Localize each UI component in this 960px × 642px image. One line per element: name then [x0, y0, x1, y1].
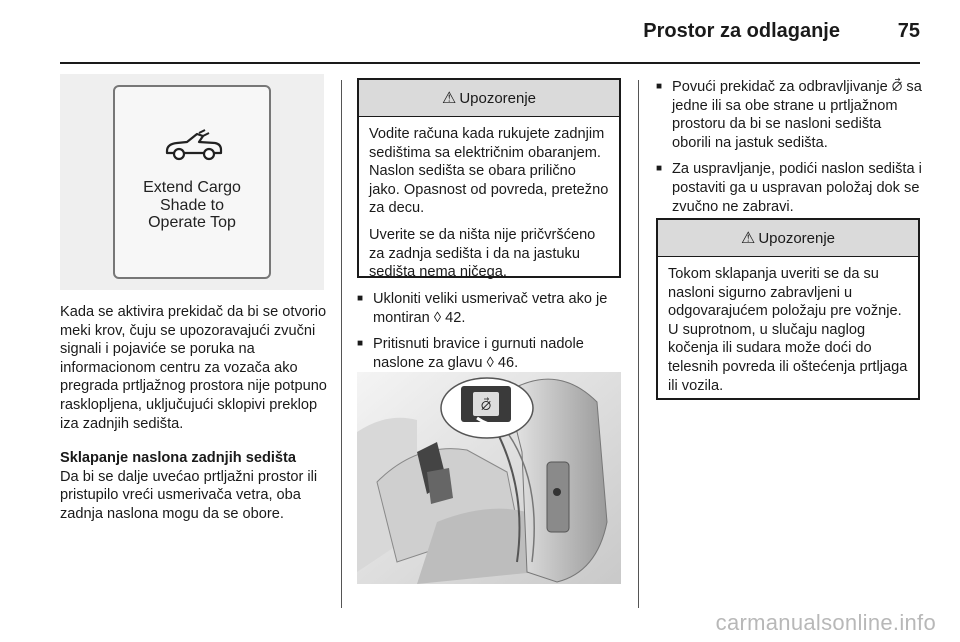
list-item: ■ Ukloniti veliki usmerivač vetra ako je montiran ◊ 42.	[357, 290, 625, 327]
display-line-1: Extend Cargo	[143, 179, 241, 196]
display-message	[115, 179, 269, 232]
middle-bullet-list	[357, 290, 625, 380]
svg-text:⦳: ⦳	[480, 398, 492, 414]
info-display-panel	[113, 85, 271, 279]
list-item: ■ Povući prekidač za odbravljivanje ⦳ sa jedne ili sa obe strane u prtljažnom prostoru da bi se nasloni sedišta oborili na jastuk sedišta.	[656, 78, 924, 152]
warning-paragraph-1: Tokom sklapanja uveriti se da su nasloni sigurno zabravljeni u odgovarajućem položaju pre vožnje. U suprotnom, u slučaju naglog kočenja ili sudara može doći do telesnih povreda ili oštećenja prtljaga ili vozila.	[668, 266, 908, 394]
trunk-illustration	[357, 372, 621, 584]
right-bullet-list	[656, 78, 924, 224]
section-paragraph: Da bi se dalje uvećao prtljažni prostor ili pristupilo vreći usmerivača vetra, oba zadnja naslona mogu da se obore.	[60, 468, 318, 522]
column-divider-right	[638, 80, 639, 608]
warning-box-1	[357, 78, 621, 281]
warning-triangle-icon: ⚠	[441, 90, 457, 107]
column-divider-left	[341, 80, 342, 608]
warning-header	[359, 80, 619, 117]
header-rule	[60, 62, 920, 64]
warning-box-2	[656, 218, 920, 400]
page-number: 75	[897, 20, 920, 42]
warning-paragraph-1: Vodite računa kada rukujete zadnjim sedištima sa električnim obaranjem. Naslon sedišta se obara prilično jako. Opasnost od povreda, pretežno za decu.	[369, 126, 609, 217]
page-header-title: Prostor za odlaganje	[643, 20, 840, 42]
convertible-car-icon	[163, 127, 225, 163]
display-line-2: Shade to	[159, 196, 225, 214]
intro-paragraph: Kada se aktivira prekidač da bi se otvorio meki krov, čuju se upozoravajući zvučni signali i pojaviće se poruka na informacionom centru za vozača ako pregrada prtljažnog prostora nije potpuno rasklopljena, uključujući sklopivi preklop iza zadnjih sedišta.	[60, 304, 327, 432]
list-item: ■ Za uspravljanje, podići naslon sedišta i postaviti ga u uspravan položaj dok se zvučno ne zabravi.	[656, 160, 924, 216]
watermark: carmanualsonline.info	[715, 610, 936, 635]
warning-title: Upozorenje	[459, 89, 537, 107]
left-column	[60, 303, 328, 524]
display-line-3: Operate Top	[148, 214, 236, 231]
list-item: ■ Pritisnuti bravice i gurnuti nadole naslone za glavu ◊ 46.	[357, 335, 625, 372]
section-heading: Sklapanje naslona zadnjih sedišta	[60, 450, 297, 467]
warning-paragraph-2: Uverite se da ništa nije pričvršćeno za zadnja sedišta i da na jastuku sedišta nema ničega.	[369, 226, 596, 281]
trunk-photo	[357, 372, 621, 584]
warning-triangle-icon: ⚠	[740, 230, 756, 247]
warning-title: Upozorenje	[758, 229, 836, 247]
warning-header	[658, 220, 918, 257]
